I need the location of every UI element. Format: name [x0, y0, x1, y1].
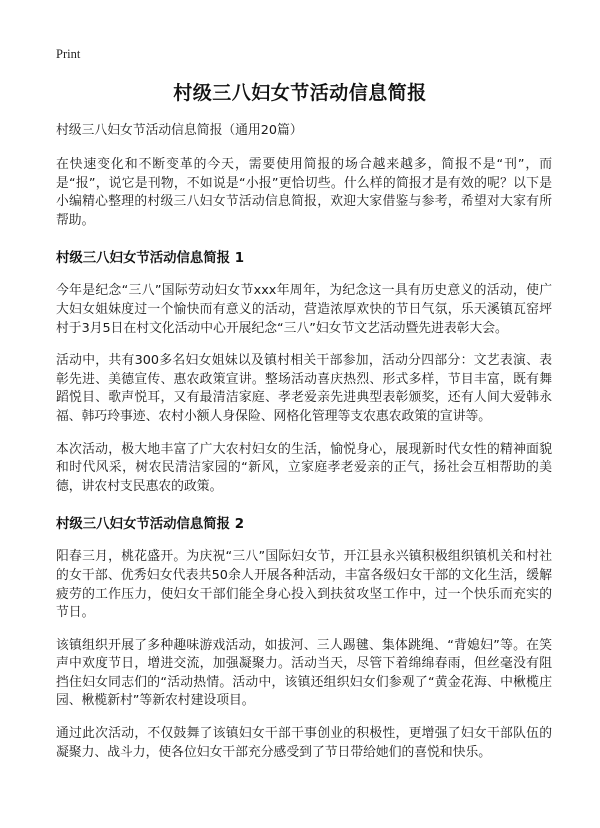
document-body: [56, 122, 552, 776]
section-heading: 村级三八妇女节活动信息简报 2: [56, 517, 245, 533]
section-paragraph: 本次活动，极大地丰富了广大农村妇女的生活，愉悦身心，展现新时代女性的精神面貌和时代风采，树农民清洁家园的“新风，立家庭孝老爱亲的正气，扬社会互相帮助的美德，讲农村支民惠农的政策。: [56, 441, 552, 494]
section-2: [56, 516, 552, 762]
section-paragraph: 今年是纪念“三八”国际劳动妇女节xxx年周年，为纪念这一具有历史意义的活动，使广大妇女姐妹度过一个愉快而有意义的活动，营造浓厚欢快的节日气氛，乐天溪镇瓦窑坪村于3月5日在村文化活动中心开展纪念“三八”妇女节文艺活动暨先进表彰大会。: [56, 283, 552, 336]
section-paragraph: 阳春三月，桃花盛开。为庆祝“三八”国际妇女节，开江县永兴镇积极组织镇机关和村社的女干部、优秀妇女代表共50余人开展各种活动，丰富各级妇女干部的文化生活，缓解疲劳的工作压力，使妇女干部们能全身心投入到扶贫攻坚工作中，过一个快乐而充实的节日。: [56, 549, 552, 621]
print-link[interactable]: Print: [56, 47, 81, 61]
section-paragraph: 该镇组织开展了多种趣味游戏活动，如拔河、三人踢毽、集体跳绳、“背媳妇”等。在笑声中欢度节日，增进交流，加强凝聚力。活动当天，尽管下着绵绵春雨，但丝毫没有阻挡住妇女同志们的“活动热情。活动中，该镇还组织妇女们参观了“黄金花海、中楸榄庄园、楸榄新村”等新农村建设项目。: [56, 637, 552, 709]
section-heading: 村级三八妇女节活动信息简报 1: [56, 251, 245, 267]
document-subtitle: 村级三八妇女节活动信息简报（通用20篇）: [56, 123, 303, 138]
intro-paragraph: 在快速变化和不断变革的今天，需要使用简报的场合越来越多，简报不是“刊”，而是“报”，说它是刊物，不如说是“小报”更恰切些。什么样的简报才是有效的呢？以下是小编精心整理的村级三八妇女节活动信息简报，欢迎大家借鉴与参考，希望对大家有所帮助。: [56, 157, 552, 228]
section-paragraph: 通过此次活动，不仅鼓舞了该镇妇女干部干事创业的积极性，更增强了妇女干部队伍的凝聚力、战斗力，使各位妇女干部充分感受到了节日带给她们的喜悦和快乐。: [56, 726, 552, 760]
section-paragraph: 活动中，共有300多名妇女姐妹以及镇村相关干部参加，活动分四部分：文艺表演、表彰先进、美德宣传、惠农政策宣讲。整场活动喜庆热烈、形式多样，节目丰富，既有舞蹈悦目、歌声悦耳，又有最清洁家庭、孝老爱亲先进典型表彰颁奖，还有人间大爱韩永福、韩巧玲事迹、农村小额人身保险、网格化管理等支农惠农政策的宣讲等。: [56, 353, 552, 424]
section-1: [56, 250, 552, 496]
page-title: 村级三八妇女节活动信息简报: [173, 82, 427, 104]
